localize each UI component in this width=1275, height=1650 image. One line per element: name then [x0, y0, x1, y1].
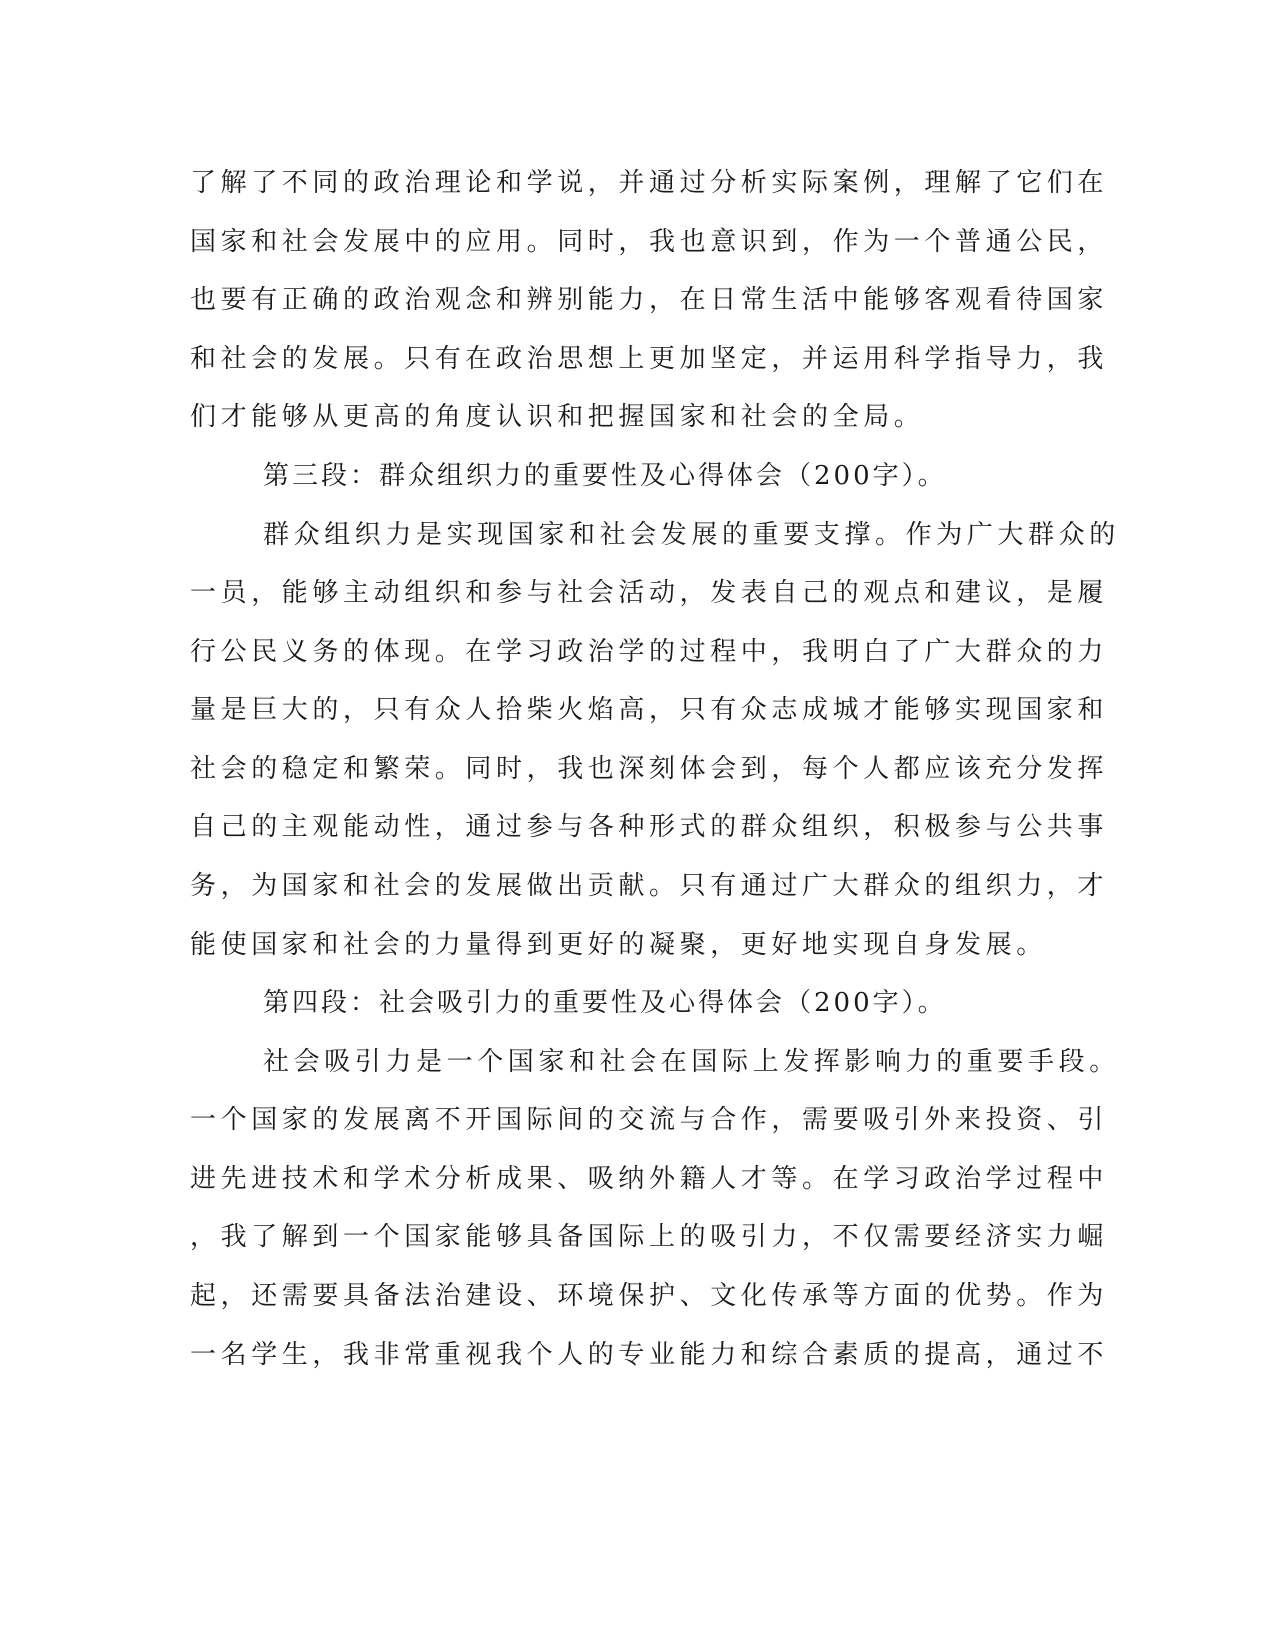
paragraph-first-line: 群众组织力是实现国家和社会发展的重要支撑。作为广大群众的 — [263, 520, 1120, 550]
text-line: 一员，能够主动组织和参与社会活动，发表自己的观点和建议，是履 — [190, 578, 1109, 608]
paragraph-first-line: 社会吸引力是一个国家和社会在国际上发挥影响力的重要手段。 — [263, 1047, 1120, 1077]
text-line: 量是巨大的，只有众人拾柴火焰高，只有众志成城才能够实现国家和 — [190, 695, 1109, 725]
text-line: 社会的稳定和繁荣。同时，我也深刻体会到，每个人都应该充分发挥 — [190, 754, 1109, 784]
section-heading-3: 第三段：群众组织力的重要性及心得体会（200字）。 — [263, 461, 947, 491]
text-line: 行公民义务的体现。在学习政治学的过程中，我明白了广大群众的力 — [190, 637, 1109, 667]
text-line: 务，为国家和社会的发展做出贡献。只有通过广大群众的组织力，才 — [190, 871, 1109, 901]
text-line: 一名学生，我非常重视我个人的专业能力和综合素质的提高，通过不 — [190, 1340, 1109, 1370]
text-line: 们才能够从更高的角度认识和把握国家和社会的全局。 — [190, 402, 925, 432]
text-line: 进先进技术和学术分析成果、吸纳外籍人才等。在学习政治学过程中 — [190, 1164, 1109, 1194]
text-line: 自己的主观能动性，通过参与各种形式的群众组织，积极参与公共事 — [190, 812, 1109, 842]
section-heading-4: 第四段：社会吸引力的重要性及心得体会（200字）。 — [263, 988, 947, 1018]
text-line: 也要有正确的政治观念和辨别能力，在日常生活中能够客观看待国家 — [190, 285, 1109, 315]
text-line: 国家和社会发展中的应用。同时，我也意识到，作为一个普通公民， — [190, 227, 1109, 257]
text-line: 和社会的发展。只有在政治思想上更加坚定，并运用科学指导力，我 — [190, 344, 1109, 374]
text-line: 能使国家和社会的力量得到更好的凝聚，更好地实现自身发展。 — [190, 930, 1047, 960]
text-line: 起，还需要具备法治建设、环境保护、文化传承等方面的优势。作为 — [190, 1281, 1109, 1311]
text-line: 一个国家的发展离不开国际间的交流与合作，需要吸引外来投资、引 — [190, 1105, 1109, 1135]
text-line: 了解了不同的政治理论和学说，并通过分析实际案例，理解了它们在 — [190, 168, 1109, 198]
text-line: ，我了解到一个国家能够具备国际上的吸引力，不仅需要经济实力崛 — [190, 1222, 1109, 1252]
